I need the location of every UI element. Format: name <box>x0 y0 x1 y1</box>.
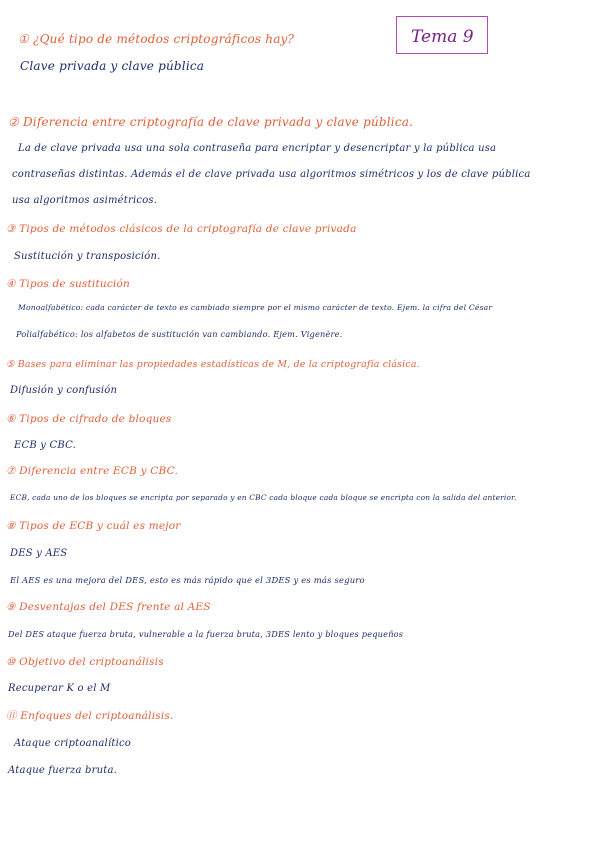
question-11: ⑪ Enfoques del criptoanálisis. <box>6 710 174 722</box>
answer-10-line-1: Recuperar K o el M <box>8 683 111 694</box>
answer-7-line-1: ECB, cada uno de los bloques se encripta por separado y en CBC cada bloque cada bloque se encripta con la salida del anterior. <box>10 493 517 502</box>
question-8: ⑧ Tipos de ECB y cuál es mejor <box>6 520 181 532</box>
question-6: ⑥ Tipos de cifrado de bloques <box>6 413 172 425</box>
answer-4-line-2: Polialfabético: los alfabetos de sustitución van cambiando. Ejem. Vigenère. <box>16 329 343 339</box>
answer-8-line-1: DES y AES <box>10 548 68 559</box>
question-10: ⑩ Objetivo del criptoanálisis <box>6 656 164 668</box>
answer-2-line-3: usa algoritmos asimétricos. <box>12 195 158 206</box>
answer-11-line-2: Ataque fuerza bruta. <box>8 765 117 776</box>
topic-label-box <box>396 16 488 54</box>
answer-8-line-2: El AES es una mejora del DES, esto es más rápido que el 3DES y es más seguro <box>10 575 365 585</box>
answer-5-line-1: Difusión y confusión <box>10 385 118 396</box>
topic-title: Tema 9 <box>411 27 474 47</box>
answer-2-line-1: La de clave privada usa una sola contraseña para encriptar y desencriptar y la pública usa <box>18 143 497 154</box>
answer-2-line-2: contraseñas distintas. Además el de clave privada usa algoritmos simétricos y los de clave pública <box>12 169 531 180</box>
question-2: ② Diferencia entre criptografía de clave privada y clave pública. <box>8 115 414 129</box>
answer-1-line-1: Clave privada y clave pública <box>20 59 205 73</box>
question-7: ⑦ Diferencia entre ECB y CBC. <box>6 465 178 477</box>
answer-11-line-1: Ataque criptoanalítico <box>14 738 131 749</box>
answer-4-line-1: Monoalfabético: cada carácter de texto es cambiado siempre por el mismo carácter de texto. Ejem. la cifra del César <box>18 303 493 312</box>
answer-3-line-1: Sustitución y transposición. <box>14 251 161 262</box>
question-5: ⑤ Bases para eliminar las propiedades estadísticas de M, de la criptografía clásica. <box>6 359 420 370</box>
question-1: ① ¿Qué tipo de métodos criptográficos hay? <box>18 32 295 46</box>
question-9: ⑨ Desventajas del DES frente al AES <box>6 601 211 613</box>
question-4: ④ Tipos de sustitución <box>6 278 130 290</box>
question-3: ③ Tipos de métodos clásicos de la criptografía de clave privada <box>6 223 357 235</box>
answer-6-line-1: ECB y CBC. <box>14 440 76 451</box>
answer-9-line-1: Del DES ataque fuerza bruta, vulnerable a la fuerza bruta, 3DES lento y bloques pequeños <box>8 629 404 639</box>
